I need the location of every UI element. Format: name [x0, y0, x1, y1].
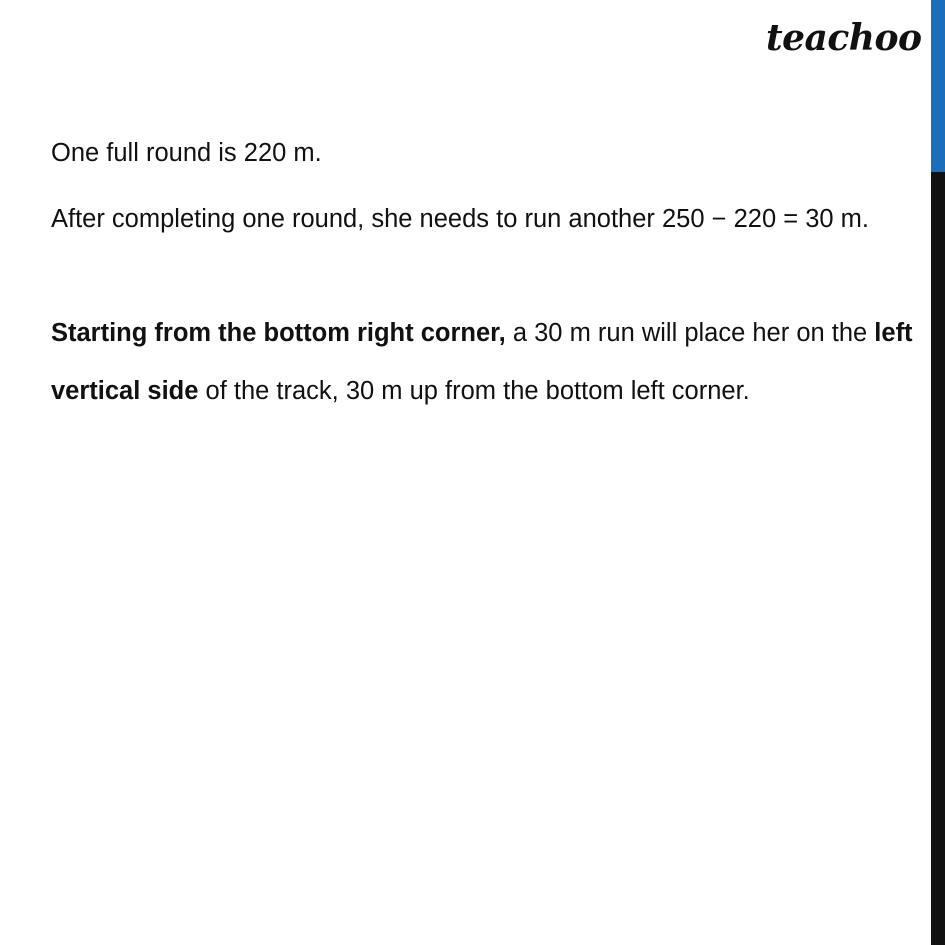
paragraph-final-position [51, 304, 921, 420]
sidebar-accent [931, 0, 945, 172]
bold-left-vertical-side: left vertical side [51, 319, 913, 405]
paragraph-remaining-distance: After completing one round, she needs to run another 250 − 220 = 30 m. [51, 205, 869, 233]
solution-text [51, 124, 921, 420]
right-sidebar [931, 0, 945, 945]
text-run-description: a 30 m run will place her on the [505, 319, 875, 347]
text-final-location: of the track, 30 m up from the bottom left corner. [198, 377, 750, 405]
bold-starting-point: Starting from the bottom right corner, [51, 319, 506, 347]
teachoo-logo: teachoo [766, 17, 922, 59]
paragraph-full-round: One full round is 220 m. [51, 139, 322, 167]
